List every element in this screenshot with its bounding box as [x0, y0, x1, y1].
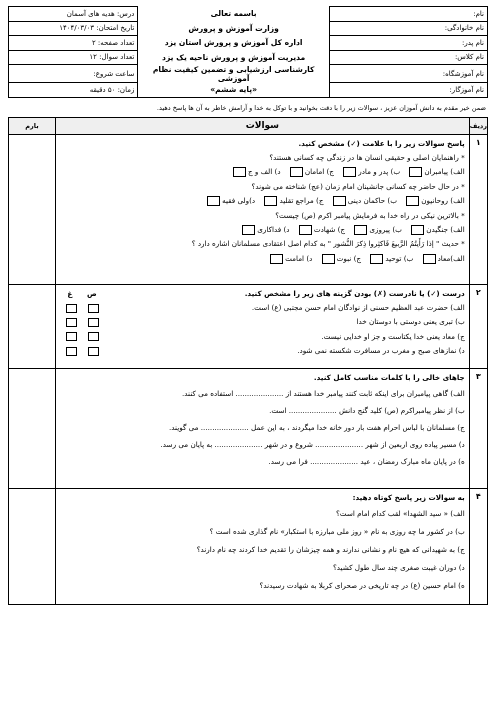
option-checkbox[interactable]	[290, 167, 303, 177]
question-number: ۲	[469, 284, 487, 368]
question-number: ۳	[469, 368, 487, 488]
header-center-text: مدیریت آموزش و پرورش ناحیه یک یزد	[138, 50, 330, 65]
false-column-label: غ	[67, 288, 73, 298]
option-label: ب) توحید	[385, 253, 414, 263]
option-label: ب) حاکمان دینی	[347, 196, 397, 206]
question-stem: * بالاترین نیکی در راه خدا به فرمایش پیامبر اکرم (ص) چیست؟	[275, 210, 465, 220]
header-center-text: باسمه تعالی	[138, 7, 330, 22]
option-checkbox[interactable]	[264, 196, 277, 206]
fill-blank-item: د) مسیر پیاده روی اربعین از شهر ..................... شروع و در شهر ..................... به پایان می رسد.	[160, 439, 465, 449]
questions-table-head	[9, 117, 488, 134]
true-false-box-pair	[60, 301, 104, 315]
statement-item: ج) معاد یعنی خدا یکتاست و جز او خدایی نیست.	[321, 331, 465, 341]
option-checkbox[interactable]	[423, 254, 436, 264]
option-checkbox[interactable]	[242, 225, 255, 235]
true-false-box-pair	[60, 344, 104, 358]
false-box[interactable]	[66, 332, 77, 341]
true-box[interactable]	[88, 304, 99, 313]
questions-table	[8, 117, 488, 605]
header-row	[9, 50, 488, 65]
option-checkbox[interactable]	[333, 196, 346, 206]
question-title: درست (✓) یا نادرست (✗) بودن گزینه های زیر را مشخص کنید.	[244, 288, 465, 298]
header-center-text: کارشناسی ارزشیابی و تضمین کیفیت نظام آموزشی	[138, 65, 330, 83]
option-label: ج) مراجع تقلید	[279, 196, 324, 206]
header-right-field: نام پدر:	[329, 36, 487, 51]
question-body	[56, 368, 470, 488]
question-body	[56, 284, 470, 368]
false-box[interactable]	[66, 347, 77, 356]
false-box[interactable]	[66, 304, 77, 313]
answer-options	[60, 223, 465, 237]
question-row	[9, 488, 488, 604]
header-left-field: تعداد سوال: ۱۲	[9, 50, 138, 65]
option-checkbox[interactable]	[270, 254, 283, 264]
option-label: ج) امامان	[304, 167, 334, 177]
option-label: د)ولی فقیه	[222, 196, 256, 206]
option-label: ب) پدر و مادر	[358, 167, 401, 177]
header-row	[9, 65, 488, 83]
question-body	[56, 134, 470, 284]
header-right-field: نام آموزشگاه:	[329, 65, 487, 83]
statement-item: د) نمازهای صبح و مغرب در مسافرت شکسته نمی شود.	[297, 346, 465, 356]
option-label: ب) پیروزی	[369, 224, 402, 234]
question-title: پاسخ سوالات زیر را با علامت (✓) مشخص کنید.	[298, 138, 465, 148]
header-right-field: نام:	[329, 7, 487, 22]
score-cell	[9, 488, 56, 604]
header-right-field: نام آموزگار:	[329, 83, 487, 98]
question-stem: * در حال حاضر چه کسانی جانشینان امام زمان (عج) شناخته می شوند؟	[251, 181, 465, 191]
fill-blank-item: ب) از نظر پیامبراکرم (ص) کلید گنج دانش ..................... است.	[269, 405, 465, 415]
true-box[interactable]	[88, 318, 99, 327]
header-row	[9, 83, 488, 98]
row-column-header: ردیف	[469, 117, 487, 134]
option-checkbox[interactable]	[207, 196, 220, 206]
true-box[interactable]	[88, 347, 99, 356]
header-row	[9, 36, 488, 51]
score-cell	[9, 134, 56, 284]
header-row	[9, 7, 488, 22]
true-false-box-pair	[60, 330, 104, 344]
header-left-field: زمان: ۵۰ دقیقه	[9, 83, 138, 98]
option-label: د) الف و ج	[247, 167, 281, 177]
option-checkbox[interactable]	[322, 254, 335, 264]
score-cell	[9, 284, 56, 368]
question-row	[9, 284, 488, 368]
option-checkbox[interactable]	[411, 225, 424, 235]
question-stem: * حدیث " إذا رَأَیتُمُ الرَّبیعَ فَاکثِروا ذِکرَ النُّشور " به کدام اصل اعتقادی مسلمانان اشاره دارد ؟	[191, 239, 465, 249]
exam-page	[8, 6, 488, 605]
option-checkbox[interactable]	[233, 167, 246, 177]
option-label: الف) روحانیون	[421, 196, 465, 206]
header-center-text: اداره کل آموزش و پرورش استان یزد	[138, 36, 330, 51]
true-false-columns	[60, 287, 104, 359]
header-row	[9, 21, 488, 36]
statement-list	[104, 301, 465, 359]
statement-item: الف) حضرت عبد العظیم حسنی از نوادگان امام حسن مجتبی (ع) است.	[251, 302, 465, 312]
short-answer-item: ب) در کشور ما چه روزی به نام « روز ملی مبارزه با استکبار» نام گذاری شده است ؟	[209, 526, 465, 536]
short-answer-item: د) دوران غیبت صغری چند سال طول کشید؟	[332, 562, 465, 572]
answer-options	[60, 194, 465, 208]
true-box[interactable]	[88, 332, 99, 341]
option-label: الف)معاد	[437, 253, 465, 263]
true-false-box-pair	[60, 315, 104, 329]
header-left-field: درس: هدیه های آسمان	[9, 7, 138, 22]
option-label: الف) جنگیدن	[426, 224, 465, 234]
header-center-text: وزارت آموزش و پرورش	[138, 21, 330, 36]
header-center-text: «پایه ششم»	[138, 83, 330, 98]
option-label: الف) پیامبران	[424, 167, 465, 177]
header-right-field: نام خانوادگی:	[329, 21, 487, 36]
exam-instructions: ضمن خیر مقدم به دانش آموزان عزیز ، سوالات زیر را با دقت بخوانید و با توکل به خدا و آرامش خاطر به آن ها پاسخ دهید.	[156, 103, 486, 112]
header-left-field: تعداد صفحه: ۲	[9, 36, 138, 51]
true-column-label: ص	[86, 288, 97, 298]
header-left-field: ساعت شروع:	[9, 65, 138, 83]
option-checkbox[interactable]	[370, 254, 383, 264]
question-row	[9, 134, 488, 284]
option-checkbox[interactable]	[406, 196, 419, 206]
fill-blank-item: ه) در پایان ماه مبارک رمضان ، عید ..................... فرا می رسد.	[268, 456, 465, 466]
question-title: به سوالات زیر پاسخ کوتاه دهید:	[352, 492, 465, 502]
score-cell	[9, 368, 56, 488]
option-label: ج) شهادت	[313, 224, 346, 234]
option-label: ج) نبوت	[336, 253, 362, 263]
short-answer-item: ج) به شهیدانی که هیچ نام و نشانی ندارند و همه چیزشان را تقدیم خدا کردند چه نام دارند؟	[196, 544, 465, 554]
exam-header	[8, 6, 488, 98]
question-number: ۱	[469, 134, 487, 284]
question-stem: * راهنمایان اصلی و حقیقی انسان ها در زندگی چه کسانی هستند؟	[269, 152, 465, 162]
statement-item: ب) تبری یعنی دوستی با دوستان خدا	[356, 317, 465, 327]
false-box[interactable]	[66, 318, 77, 327]
questions-column-header: سوالات	[56, 117, 470, 134]
score-column-header: بارم	[9, 117, 56, 134]
header-left-field: تاریخ امتحان: ۱۴۰۴/۰۳/۰۳	[9, 21, 138, 36]
answer-options	[60, 165, 465, 179]
true-false-column-labels	[60, 287, 104, 301]
header-right-field: نام کلاس:	[329, 50, 487, 65]
option-checkbox[interactable]	[343, 167, 356, 177]
short-answer-item: الف) « سید الشهدا» لقب کدام امام است؟	[335, 508, 465, 518]
option-checkbox[interactable]	[354, 225, 367, 235]
option-checkbox[interactable]	[409, 167, 422, 177]
short-answer-item: ه) امام حسین (ع) در چه تاریخی در صحرای کربلا به شهادت رسیدند؟	[259, 580, 465, 590]
question-number: ۴	[469, 488, 487, 604]
option-label: د) فداکاری	[257, 224, 290, 234]
fill-blank-item: ج) مسلمانان با لباس احرام هفت بار دور خانه خدا میگردند ، به این عمل ..................... می گویند.	[169, 422, 465, 432]
option-label: د) امامت	[285, 253, 313, 263]
option-checkbox[interactable]	[299, 225, 312, 235]
answer-options	[60, 252, 465, 266]
question-row	[9, 368, 488, 488]
fill-blank-item: الف) گاهی پیامبران برای اینکه ثابت کنند پیامبر خدا هستند از ..................... استفاده می کنند.	[181, 388, 465, 398]
question-title: جاهای خالی را با کلمات مناسب کامل کنید.	[313, 372, 465, 382]
question-body	[56, 488, 470, 604]
